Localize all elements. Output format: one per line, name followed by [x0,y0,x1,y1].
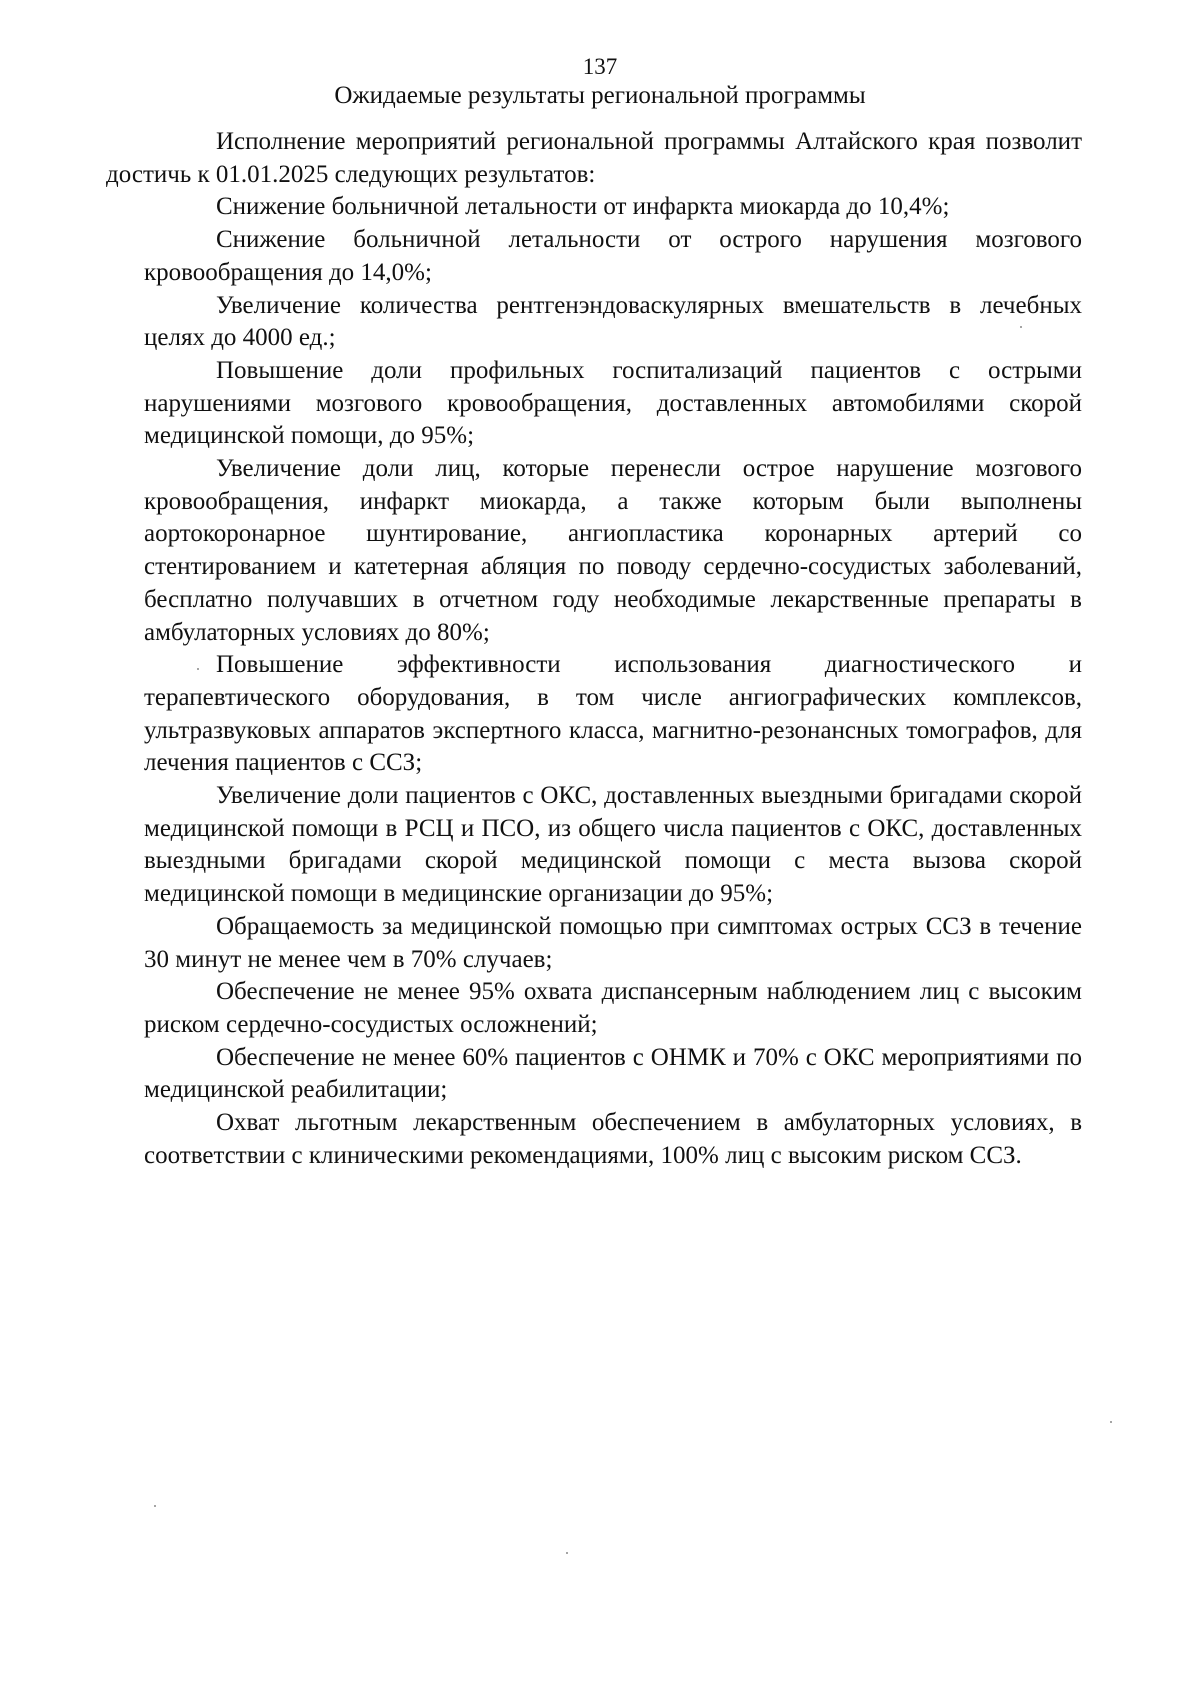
result-item: Обращаемость за медицинской помощью при симптомах острых ССЗ в течение 30 минут не менее чем в 70% случаев; [144,912,1082,973]
result-item: Обеспечение не менее 95% охвата диспансерным наблюдением лиц с высоким риском сердечно-сосудистых осложнений; [144,978,1082,1038]
result-item: Увеличение количества рентгенэндоваскулярных вмешательств в лечебных целях до 4000 ед.; [144,291,1082,352]
scan-speck [154,1505,156,1507]
result-item: Охват льготным лекарственным обеспечением в амбулаторных условиях, в соответствии с клиническими рекомендациями, 100% лиц с высоким риском ССЗ. [144,1109,1082,1169]
scan-speck [197,668,199,670]
result-item: Увеличение доли пациентов с ОКС, доставленных выездными бригадами скорой медицинской помощи в РСЦ и ПСО, из общего числа пациентов с ОКС, доставленных выездными бригадами скорой медицинской помощи с места вызова скорой медицинской помощи в медицинские организации до 95%; [144,782,1082,908]
scan-speck [566,1552,568,1554]
result-item: Обеспечение не менее 60% пациентов с ОНМК и 70% с ОКС мероприятиями по медицинской реабилитации; [144,1043,1082,1104]
result-item: Снижение больничной летальности от острого нарушения мозгового кровообращения до 14,0%; [144,226,1082,286]
result-item: Повышение эффективности использования диагностического и терапевтического оборудования, в том числе ангиографических комплексов, ультразвуковых аппаратов экспертного класса, магнитно-резонансных томографов, для лечения пациентов с ССЗ; [144,651,1082,777]
result-item: Увеличение доли лиц, которые перенесли острое нарушение мозгового кровообращения, инфаркт миокарда, а также которым были выполнены аортокоронарное шунтирование, ангиопластика коронарных артерий со стентированием и катетерная абляция по поводу сердечно-сосудистых заболеваний, бесплатно получавших в отчетном году необходимые лекарственные препараты в амбулаторных условиях до 80%; [144,455,1082,646]
page-number: 137 [582,54,618,79]
document-body [106,126,1082,1173]
scan-speck [1020,326,1022,328]
intro-paragraph: Исполнение мероприятий региональной программы Алтайского края позволит достичь к 01.01.2025 следующих результатов: [106,128,1082,188]
result-item: Снижение больничной летальности от инфаркта миокарда до 10,4%; [216,193,950,221]
scan-speck [1110,1421,1112,1423]
result-item: Повышение доли профильных госпитализаций пациентов с острыми нарушениями мозгового кровообращения, доставленных автомобилями скорой медицинской помощи, до 95%; [144,356,1082,450]
page-heading: Ожидаемые результаты региональной программы [334,82,866,109]
